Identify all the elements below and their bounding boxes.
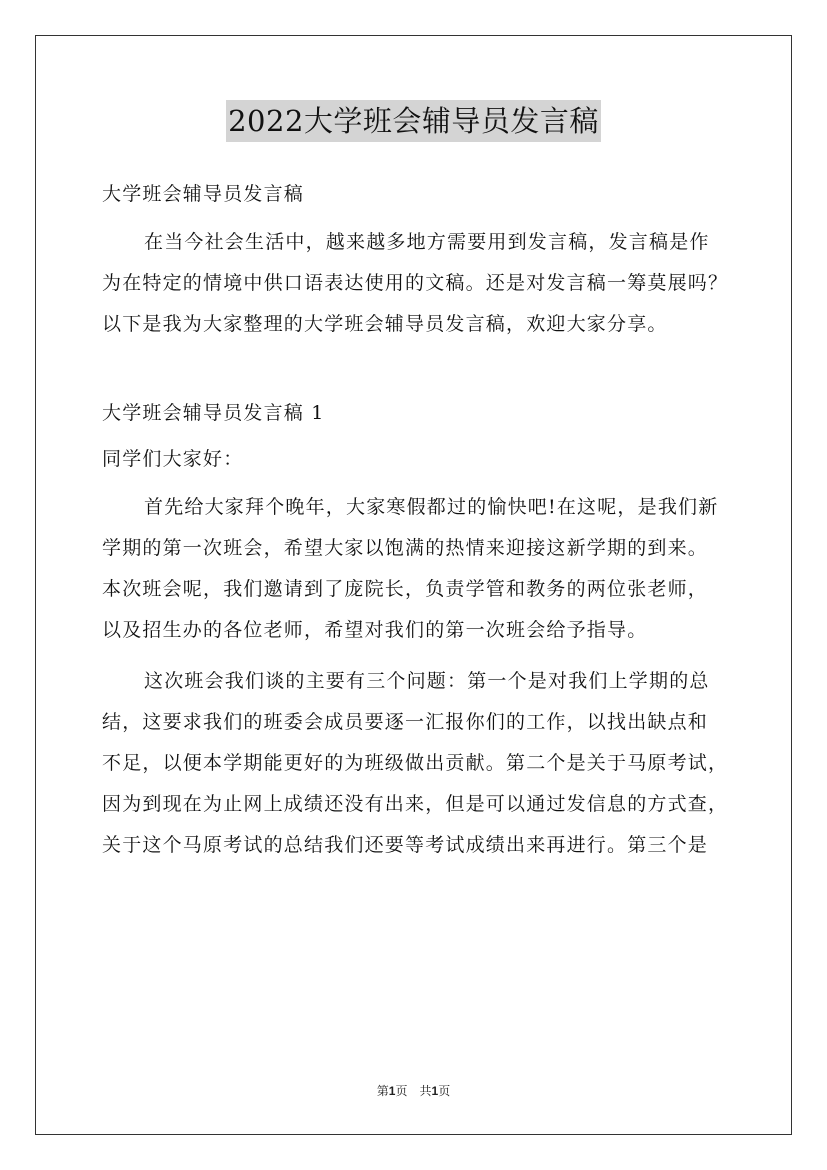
footer-page-prefix: 第: [376, 1084, 389, 1098]
paragraph-line: 结，这要求我们的班委会成员要逐一汇报你们的工作，以找出缺点和: [102, 711, 709, 733]
footer-page-number: 1: [388, 1084, 396, 1098]
paragraph-line: 这次班会我们谈的主要有三个问题：第一个是对我们上学期的总: [144, 670, 710, 692]
paragraph-line: 以及招生办的各位老师，希望对我们的第一次班会给予指导。: [102, 619, 648, 641]
document-body: [102, 176, 742, 866]
section-heading: 大学班会辅导员发言稿 1: [102, 402, 325, 424]
footer-page-mid: 页 共: [395, 1084, 432, 1098]
greeting: 同学们大家好：: [102, 448, 244, 470]
paragraph-line: 因为到现在为止网上成绩还没有出来，但是可以通过发信息的方式查，: [102, 793, 729, 815]
title-wrap: [0, 100, 827, 142]
paragraph-1: [102, 487, 742, 651]
paragraph-line: 关于这个马原考试的总结我们还要等考试成绩出来再进行。第三个是: [102, 834, 709, 856]
subtitle: 大学班会辅导员发言稿: [102, 183, 305, 205]
intro-line: 为在特定的情境中供口语表达使用的文稿。还是对发言稿一筹莫展吗？: [102, 272, 729, 294]
intro-paragraph: [102, 222, 742, 345]
footer-page-suffix: 页: [438, 1084, 451, 1098]
paragraph-line: 学期的第一次班会，希望大家以饱满的热情来迎接这新学期的到来。: [102, 537, 709, 559]
intro-line: 以下是我为大家整理的大学班会辅导员发言稿，欢迎大家分享。: [102, 313, 668, 335]
document-title: 2022大学班会辅导员发言稿: [226, 100, 601, 142]
paragraph-line: 不足，以便本学期能更好的为班级做出贡献。第二个是关于马原考试，: [102, 752, 729, 774]
paragraph-line: 本次班会呢，我们邀请到了庞院长，负责学管和教务的两位张老师，: [102, 578, 709, 600]
paragraph-2: [102, 661, 742, 866]
footer-page-total: 1: [431, 1084, 439, 1098]
paragraph-line: 首先给大家拜个晚年，大家寒假都过的愉快吧!在这呢，是我们新: [144, 496, 719, 518]
intro-line: 在当今社会生活中，越来越多地方需要用到发言稿，发言稿是作: [144, 231, 710, 253]
page-footer: [0, 1082, 827, 1099]
